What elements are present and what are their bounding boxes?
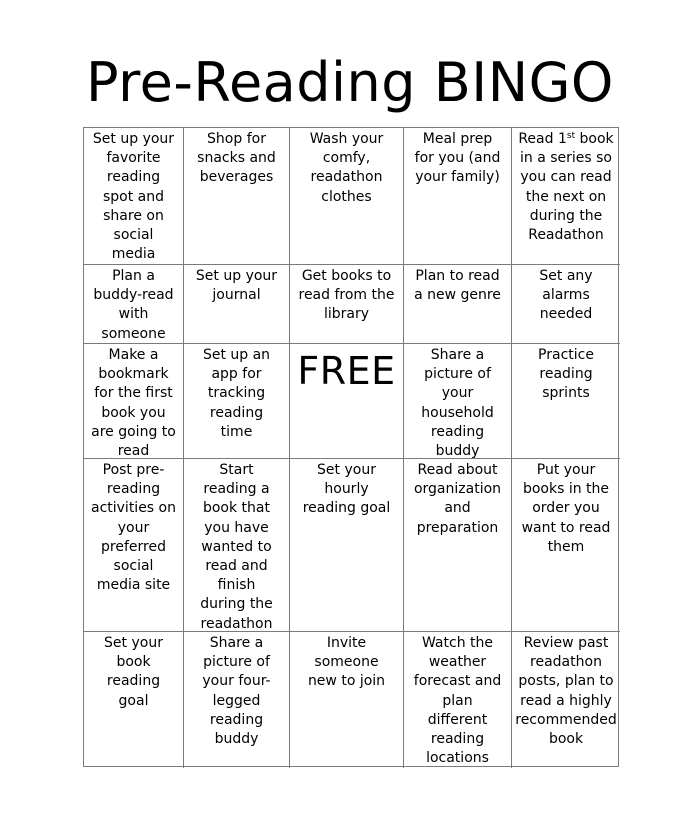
ordinal-suffix: st xyxy=(566,131,576,141)
bingo-cell-r1c5: Read 1st book in a series so you can read the next on during the Readathon xyxy=(512,128,620,265)
bingo-cell-r5c5: Review past readathon posts, plan to read a highly recommended book xyxy=(515,635,617,748)
bingo-cell-r2c1: Plan a buddy-read with someone xyxy=(84,265,184,344)
bingo-cell-r4c3: Set your hourly reading goal xyxy=(290,459,404,632)
bingo-cell-r4c1: Post pre- reading activities on your preferred social media site xyxy=(84,459,184,632)
bingo-cell-r4c2: Start reading a book that you have wanted to read and finish during the readathon xyxy=(184,459,290,632)
bingo-cell-r1c3: Wash your comfy, readathon clothes xyxy=(290,128,404,265)
bingo-cell-r3c2: Set up an app for tracking reading time xyxy=(184,344,290,459)
bingo-cell-r2c4: Plan to read a new genre xyxy=(404,265,512,344)
bingo-cell-r1c1: Set up your favorite reading spot and share on social media xyxy=(84,128,184,265)
page-title: Pre-Reading BINGO xyxy=(86,51,614,114)
bingo-cell-r3c5: Practice reading sprints xyxy=(512,344,620,459)
bingo-free-space: FREE xyxy=(290,344,404,459)
bingo-cell-r3c1: Make a bookmark for the first book you are going to read xyxy=(84,344,184,459)
bingo-cell-r3c4: Share a picture of your household reading buddy xyxy=(404,344,512,459)
bingo-cell-r4c5: Put your books in the order you want to read them xyxy=(512,459,620,632)
bingo-cell-r2c5: Set any alarms needed xyxy=(512,265,620,344)
bingo-board xyxy=(83,127,619,767)
bingo-cell-r5c2: Share a picture of your four- legged reading buddy xyxy=(184,632,290,768)
bingo-cell-r5c4: Watch the weather forecast and plan different reading locations xyxy=(404,632,512,768)
bingo-cell-r2c3: Get books to read from the library xyxy=(290,265,404,344)
bingo-cell-r1c2: Shop for snacks and beverages xyxy=(184,128,290,265)
bingo-cell-r1c4: Meal prep for you (and your family) xyxy=(404,128,512,265)
bingo-cell-r5c3: Invite someone new to join xyxy=(290,632,404,768)
bingo-cell-r2c2: Set up your journal xyxy=(184,265,290,344)
bingo-cell-r4c4: Read about organization and preparation xyxy=(404,459,512,632)
bingo-cell-r5c1: Set your book reading goal xyxy=(84,632,184,768)
